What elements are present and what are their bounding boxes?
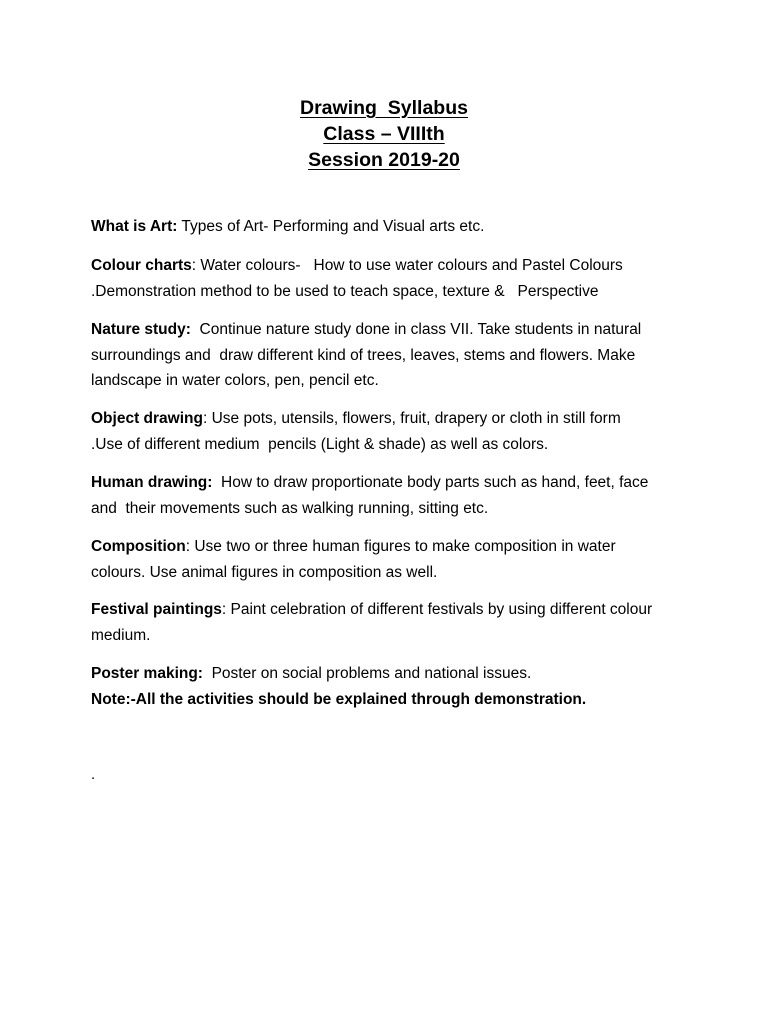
section-nature-study bbox=[91, 317, 691, 394]
note-text: Note:-All the activities should be explained through demonstration. bbox=[91, 690, 587, 708]
section-text: landscape in water colors, pen, pencil etc. bbox=[91, 372, 379, 389]
section-colour-charts bbox=[91, 253, 691, 304]
section-object-drawing bbox=[91, 406, 691, 457]
section-poster-making bbox=[91, 661, 691, 712]
section-text: Poster on social problems and national issues. bbox=[202, 665, 532, 682]
section-label: Composition bbox=[91, 538, 186, 555]
section-text: and their movements such as walking running, sitting etc. bbox=[91, 499, 489, 517]
section-text: surroundings and draw different kind of trees, leaves, stems and flowers. Make bbox=[91, 346, 636, 364]
section-label: Poster making: bbox=[91, 665, 203, 682]
section-what-is-art bbox=[91, 214, 691, 240]
title-line-3: Session 2019-20 bbox=[308, 149, 460, 171]
title-line-1: Drawing Syllabus bbox=[300, 97, 468, 119]
section-text: : Paint celebration of different festivals by using different colour bbox=[221, 601, 653, 618]
section-label: Colour charts bbox=[91, 257, 192, 274]
section-text: : Use pots, utensils, flowers, fruit, drapery or cloth in still form bbox=[202, 410, 621, 427]
title-line-2: Class – VIIIth bbox=[323, 123, 445, 145]
section-festival-paintings bbox=[91, 597, 691, 648]
section-text: Continue nature study done in class VII. Take students in natural bbox=[190, 321, 642, 338]
section-label: Human drawing: bbox=[91, 474, 213, 491]
section-label: Nature study: bbox=[91, 321, 191, 338]
section-composition bbox=[91, 534, 691, 585]
section-text: .Demonstration method to be used to teach space, texture & Perspective bbox=[91, 282, 599, 300]
section-label: What is Art: bbox=[91, 218, 178, 235]
section-text: : Use two or three human figures to make composition in water bbox=[185, 538, 616, 555]
section-human-drawing bbox=[91, 470, 691, 521]
section-text: .Use of different medium pencils (Light & shade) as well as colors. bbox=[91, 435, 549, 453]
section-text: medium. bbox=[91, 626, 151, 644]
section-text: colours. Use animal figures in composition as well. bbox=[91, 563, 438, 581]
section-text: Types of Art- Performing and Visual arts etc. bbox=[177, 218, 485, 235]
document-title bbox=[0, 95, 768, 173]
section-text: : Water colours- How to use water colours and Pastel Colours bbox=[191, 257, 623, 274]
section-label: Object drawing bbox=[91, 410, 203, 427]
section-label: Festival paintings bbox=[91, 601, 222, 618]
trailing-dot: . bbox=[91, 766, 96, 783]
section-text: How to draw proportionate body parts such as hand, feet, face bbox=[212, 474, 649, 491]
